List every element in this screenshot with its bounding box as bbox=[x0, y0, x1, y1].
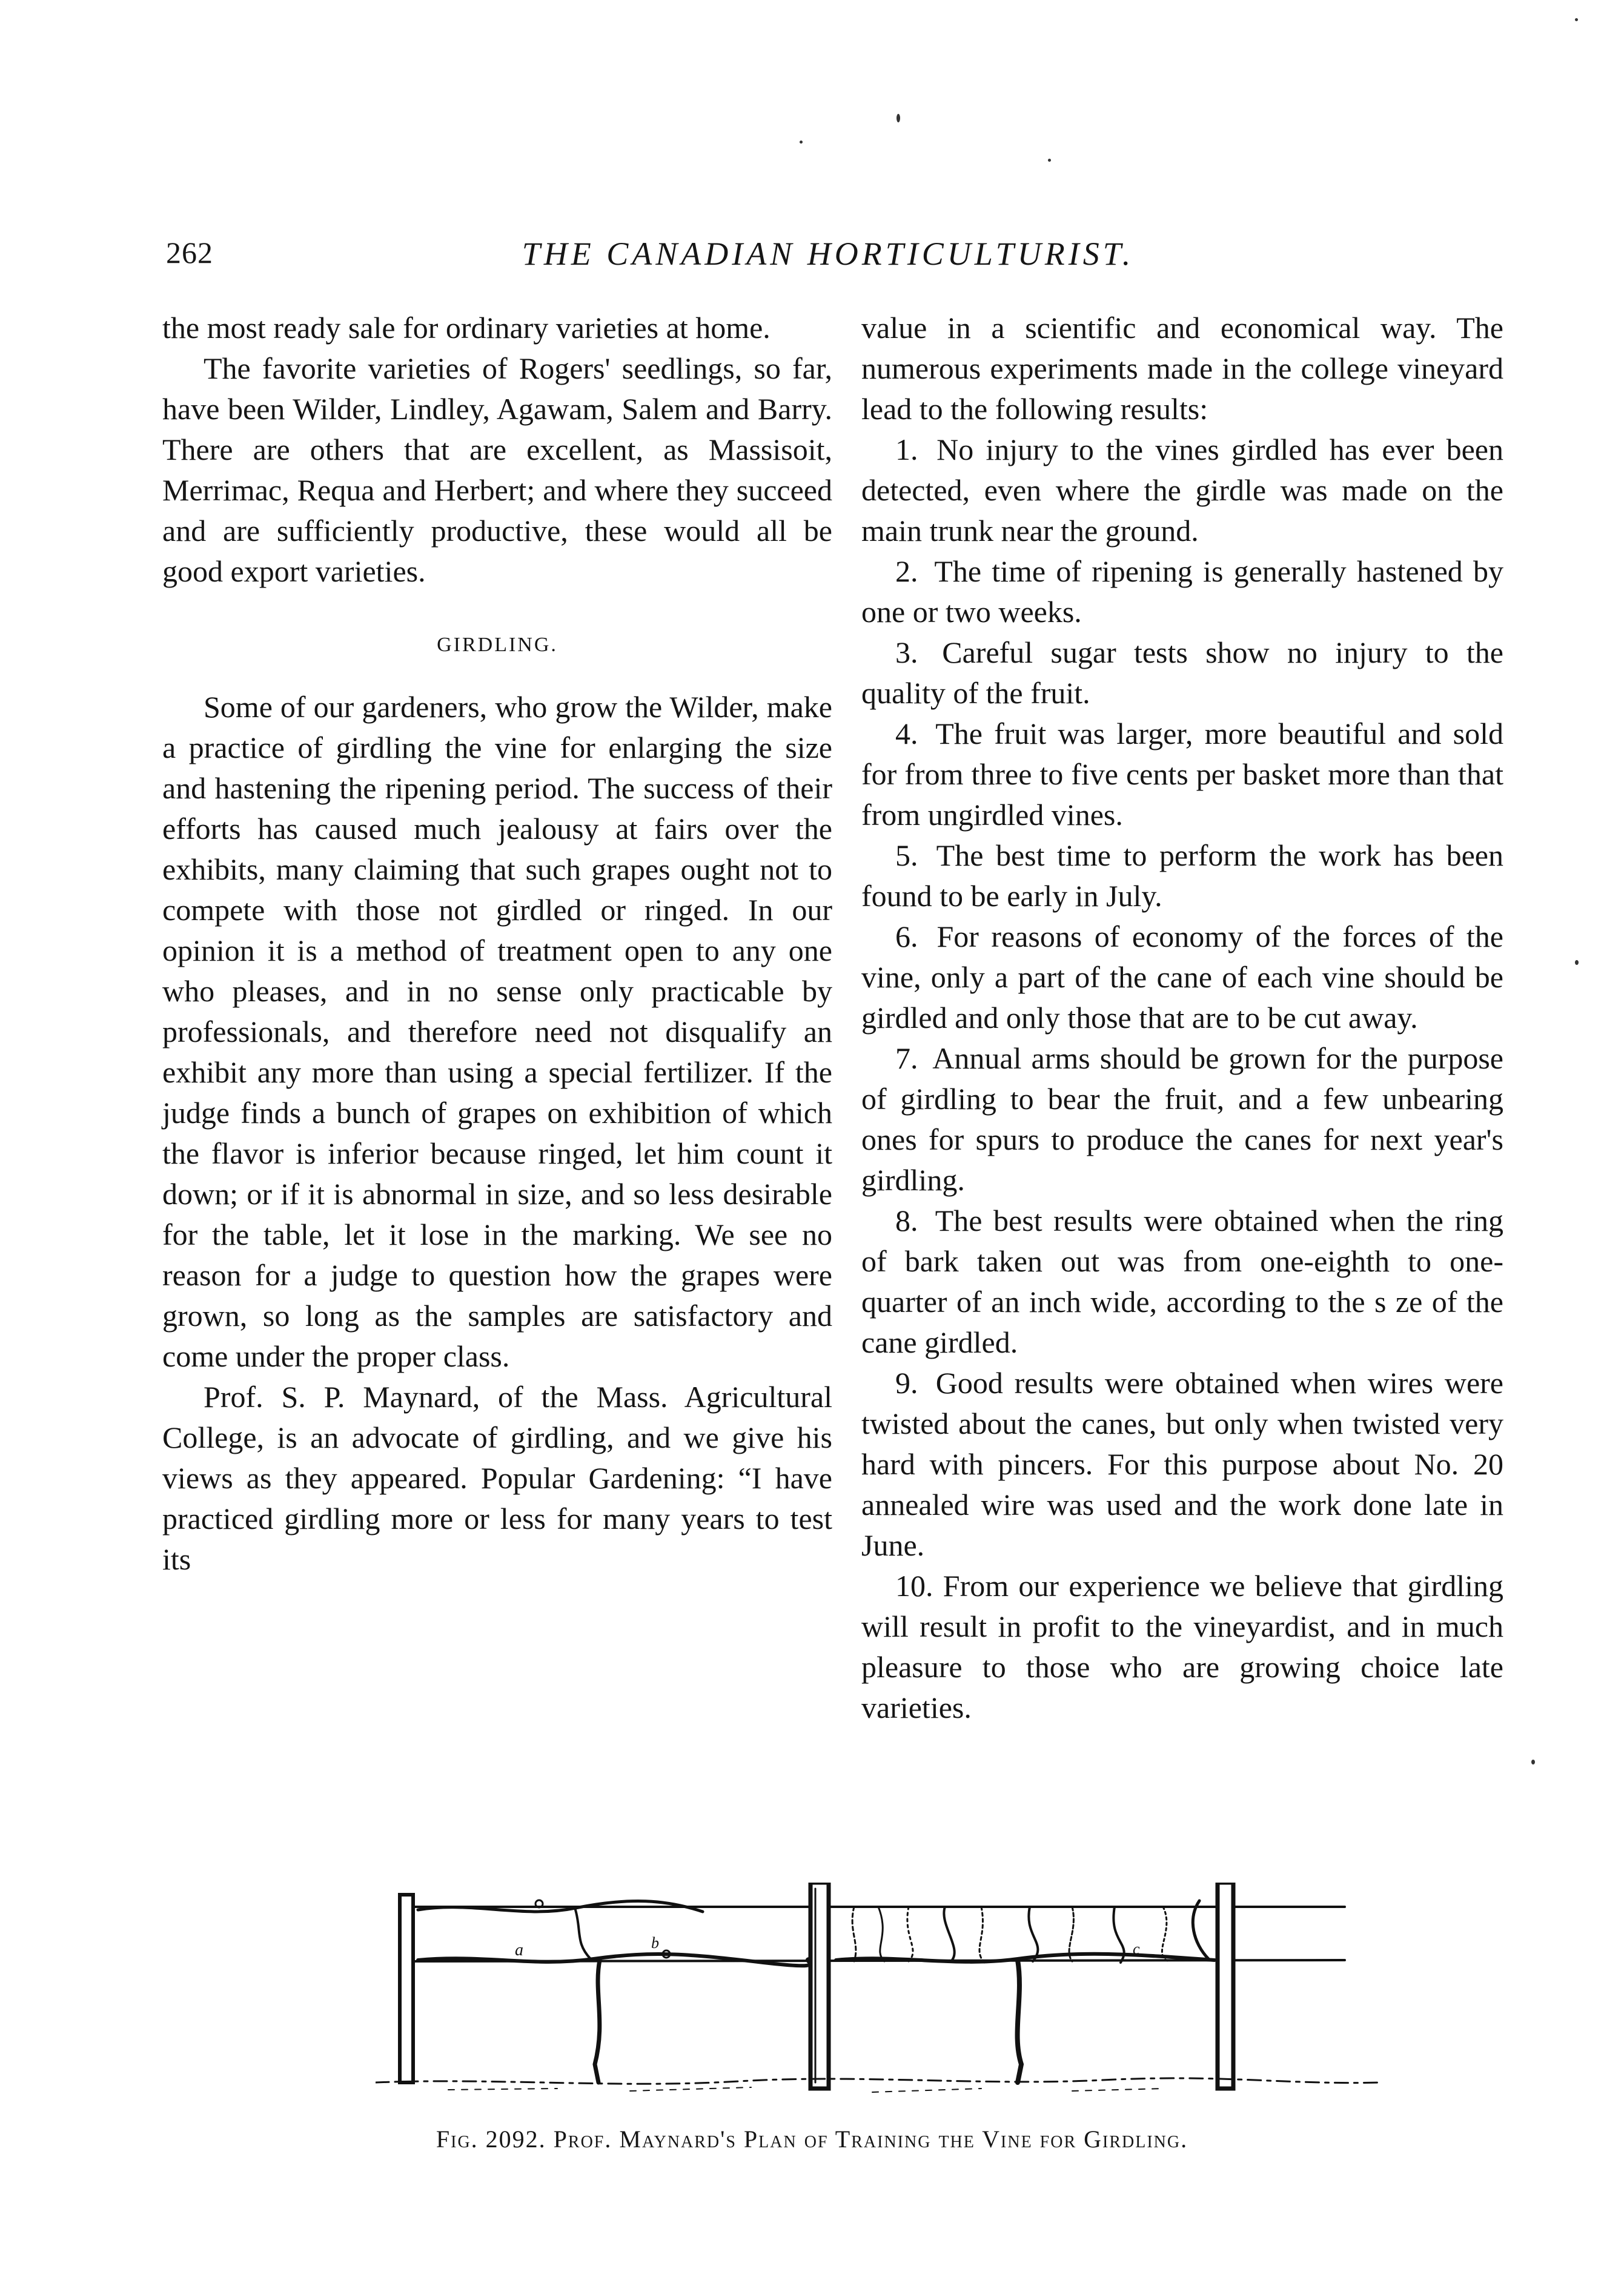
scan-speck bbox=[1531, 1760, 1535, 1764]
result-text: Good results were obtained when wires were twisted about the canes, but only when twisted very hard with pincers. For this purpose about No. 20 annealed wire was used and the work done late in June. bbox=[861, 1366, 1503, 1562]
result-item bbox=[861, 916, 1503, 1038]
result-number: 10. bbox=[895, 1569, 933, 1603]
result-item bbox=[861, 835, 1503, 916]
result-text: The best time to perform the work has been found to be early in July. bbox=[861, 838, 1503, 913]
running-title: THE CANADIAN HORTICULTURIST. bbox=[522, 236, 1135, 272]
result-number: 7. bbox=[895, 1041, 918, 1075]
scan-speck bbox=[800, 141, 803, 144]
section-heading-girdling bbox=[162, 625, 832, 665]
vine-training-figure bbox=[376, 1883, 1381, 2113]
paragraph-maynard: Prof. S. P. Maynard, of the Mass. Agricultural College, is an advocate of girdling, and we give his views as they appeared. Popular Gardening: “I have practiced girdling more or less for many years to test its bbox=[162, 1380, 832, 1576]
result-number: 2. bbox=[895, 554, 918, 588]
paragraph-continued: the most ready sale for ordinary varieties at home. bbox=[162, 311, 771, 345]
vine-trellis-illustration bbox=[376, 1883, 1381, 2113]
result-item bbox=[861, 1566, 1503, 1728]
figure-label-a: a bbox=[515, 1941, 523, 1960]
result-number: 3. bbox=[895, 635, 918, 669]
paragraph-rogers-seedlings: The favorite varieties of Rogers' seedlings, so far, have been Wilder, Lindley, Agawam, Salem and Barry. There are others that are excellent, as Massisoit, Merrimac, Requa and Herbert; and where they succeed and are sufficiently productive, these would all be good export varieties. bbox=[162, 351, 832, 588]
vine-trunk-left bbox=[595, 1960, 600, 2082]
page-number: 262 bbox=[166, 236, 213, 270]
paragraph-girdling: Some of our gardeners, who grow the Wilder, make a practice of girdling the vine for enlarging the size and hastening the ripening period. The success of their efforts has caused much jealousy at fairs over the exhibits, many claiming that such grapes ought not to compete with those not girdled or ringed. In our opinion it is a method of treatment open to any one who pleases, and in no sense only practicable by professionals, and therefore need not disqualify an exhibit any more than using a special fertilizer. If the judge finds a bunch of grapes on exhibition of which the flavor is inferior because ringed, let him count it down; or if it is abnormal in size, and so less desirable for the table, let it lose in the marking. We see no reason for a judge to question how the grapes were grown, so long as the samples are satisfactory and come under the proper class. bbox=[162, 690, 832, 1373]
result-text: The time of ripening is generally hastened by one or two weeks. bbox=[861, 554, 1503, 629]
result-number: 8. bbox=[895, 1204, 918, 1237]
figure-label-b: b bbox=[651, 1934, 659, 1952]
result-number: 6. bbox=[895, 919, 918, 953]
result-number: 9. bbox=[895, 1366, 918, 1400]
result-text: Careful sugar tests show no injury to the quality of the fruit. bbox=[861, 635, 1503, 710]
result-item bbox=[861, 429, 1503, 551]
trellis-post-left bbox=[400, 1895, 413, 2082]
result-item bbox=[861, 1038, 1503, 1201]
trellis-post-right bbox=[1218, 1883, 1233, 2089]
result-item bbox=[861, 1201, 1503, 1363]
scan-speck bbox=[897, 114, 900, 122]
result-number: 4. bbox=[895, 717, 918, 750]
result-item bbox=[861, 714, 1503, 835]
result-number: 1. bbox=[895, 432, 918, 466]
section-heading-text: GIRDLING. bbox=[437, 634, 558, 656]
scan-speck bbox=[1575, 960, 1579, 965]
result-item bbox=[861, 632, 1503, 714]
result-text: For reasons of economy of the forces of the vine, only a part of the cane of each vine should be girdled and only those that are to be cut away. bbox=[861, 919, 1503, 1035]
left-column bbox=[162, 308, 832, 1580]
scan-speck bbox=[1048, 159, 1051, 162]
vine-trunk-right bbox=[1018, 1960, 1021, 2082]
trellis-post-middle bbox=[810, 1883, 829, 2089]
paragraph-results-intro: value in a scientific and economical way. The numerous experiments made in the college vineyard lead to the following results: bbox=[861, 311, 1503, 426]
result-text: The best results were obtained when the ring of bark taken out was from one-eighth to one-quarter of an inch wide, according to the s ze of the cane girdled. bbox=[861, 1204, 1503, 1359]
figure-label-c: c bbox=[1133, 1940, 1140, 1958]
result-text: Annual arms should be grown for the purpose of girdling to bear the fruit, and a few unbearing ones for spurs to produce the canes for next year's girdling. bbox=[861, 1041, 1503, 1197]
result-text: From our experience we believe that girdling will result in profit to the vineyardist, and in much pleasure to those who are growing choice late varieties. bbox=[861, 1569, 1504, 1724]
result-item bbox=[861, 551, 1503, 632]
result-text: The fruit was larger, more beautiful and sold for from three to five cents per basket more than that from ungirdled vines. bbox=[861, 717, 1503, 832]
results-list bbox=[861, 429, 1503, 1728]
page-header bbox=[166, 235, 1490, 283]
right-column bbox=[861, 308, 1503, 1728]
scan-speck bbox=[1575, 18, 1578, 21]
result-number: 5. bbox=[895, 838, 918, 872]
result-item bbox=[861, 1363, 1503, 1566]
figure-caption: Fig. 2092. Prof. Maynard's Plan of Training the Vine for Girdling. bbox=[436, 2125, 1188, 2153]
result-text: No injury to the vines girdled has ever been detected, even where the girdle was made on the main trunk near the ground. bbox=[861, 432, 1503, 548]
